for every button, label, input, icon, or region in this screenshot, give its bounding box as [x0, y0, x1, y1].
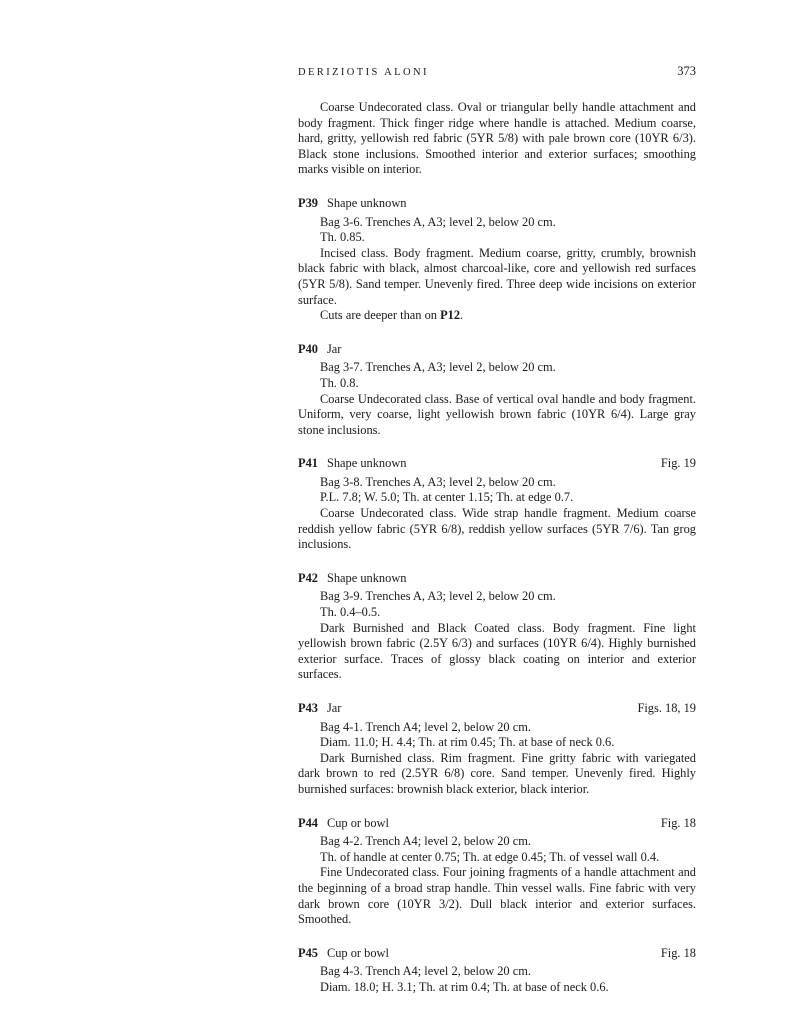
- entry-bag: Bag 3-6. Trenches A, A3; level 2, below 20 cm.: [320, 214, 556, 229]
- running-title: DERIZIOTIS ALONI: [298, 67, 429, 78]
- catalog-entry: [298, 196, 696, 324]
- entry-dimensions: Th. 0.4–0.5.: [320, 605, 381, 620]
- entry-dimensions: Th. of handle at center 0.75; Th. at edge 0.45; Th. of vessel wall 0.4.: [320, 849, 660, 864]
- entry-id: P45: [298, 945, 318, 960]
- catalog-entry: [298, 571, 696, 683]
- entry-description: Coarse Undecorated class. Wide strap handle fragment. Medium coarse reddish yellow fabric (5YR 6/8), reddish yellow surfaces (5YR 7/6). Tan grog inclusions.: [298, 506, 696, 552]
- entry-id: P41: [298, 456, 318, 471]
- entry-dimensions: Th. 0.85.: [320, 230, 365, 245]
- entry-heading: [298, 816, 696, 832]
- entry-id: P43: [298, 701, 318, 715]
- entry-dimensions: P.L. 7.8; W. 5.0; Th. at center 1.15; Th. at edge 0.7.: [320, 490, 574, 505]
- entry-bag: Bag 4-3. Trench A4; level 2, below 20 cm.: [320, 964, 531, 979]
- running-head: [298, 64, 696, 84]
- intro-paragraph: Coarse Undecorated class. Oval or triangular belly handle attachment and body fragment. Thick finger ridge where handle is attached. Medium coarse, hard, gritty, yellowish red fabric (5YR 5/8) with pale brown core (10YR 6/3). Black stone inclusions. Smoothed interior and exterior surfaces; smoothing marks visible on interior.: [298, 100, 696, 177]
- entry-heading: [298, 456, 696, 472]
- entry-description: Dark Burnished class. Rim fragment. Fine gritty fabric with variegated dark brown to red (2.5YR 6/8) core. Sand temper. Unevenly fired. Highly burnished surfaces: brownish black exterior, black interior.: [298, 750, 696, 796]
- entry-bag: Bag 3-8. Trenches A, A3; level 2, below 20 cm.: [320, 474, 556, 489]
- entry-shape: Jar: [326, 701, 342, 715]
- entry-description: Fine Undecorated class. Four joining fragments of a handle attachment and the beginning of a broad strap handle. Thin vessel walls. Fine fabric with very dark brown core (10YR 3/2). Dull black interior and exterior surfaces. Smoothed.: [298, 865, 696, 927]
- entry-cross-reference: P12: [440, 308, 461, 323]
- entry-shape: Jar: [326, 341, 342, 356]
- figure-reference: Fig. 18: [660, 815, 696, 830]
- entry-shape: Cup or bowl: [326, 815, 389, 830]
- figure-reference: Figs. 18, 19: [637, 701, 696, 715]
- catalog-entry: [298, 946, 696, 996]
- entry-shape: Shape unknown: [326, 195, 407, 210]
- entry-bag: Bag 4-1. Trench A4; level 2, below 20 cm.: [320, 719, 531, 734]
- entry-bag: Bag 4-2. Trench A4; level 2, below 20 cm.: [320, 834, 531, 849]
- entry-bag: Bag 3-9. Trenches A, A3; level 2, below 20 cm.: [320, 589, 556, 604]
- page-number: 373: [677, 64, 696, 78]
- entry-description: Coarse Undecorated class. Base of vertical oval handle and body fragment. Uniform, very coarse, light yellowish brown fabric (10YR 6/4). Large gray stone inclusions.: [298, 391, 696, 437]
- entry-note: [298, 308, 696, 324]
- entry-dimensions: Th. 0.8.: [320, 375, 359, 390]
- entry-id: P40: [298, 341, 318, 356]
- entry-description: Incised class. Body fragment. Medium coarse, gritty, crumbly, brownish black fabric with black, almost charcoal-like, core and yellowish red surfaces (5YR 5/8). Sand temper. Unevenly fired. Three deep wide incisions on exterior surface.: [298, 245, 696, 307]
- entry-shape: Cup or bowl: [326, 945, 389, 960]
- entry-heading: [298, 946, 696, 962]
- entry-heading: [298, 571, 696, 587]
- figure-reference: Fig. 19: [660, 456, 696, 471]
- entry-heading: [298, 196, 696, 212]
- catalog-entry: [298, 816, 696, 928]
- catalog-entry: [298, 701, 696, 798]
- entry-dimensions: Diam. 18.0; H. 3.1; Th. at rim 0.4; Th. at base of neck 0.6.: [320, 979, 609, 994]
- page-body: [298, 64, 696, 996]
- entry-heading: [298, 701, 696, 717]
- figure-reference: Fig. 18: [660, 945, 696, 960]
- entry-note-end: .: [460, 308, 464, 323]
- entry-id: P44: [298, 815, 318, 830]
- entry-id: P42: [298, 570, 318, 585]
- entry-dimensions: Diam. 11.0; H. 4.4; Th. at rim 0.45; Th. at base of neck 0.6.: [320, 735, 615, 750]
- entry-description: Dark Burnished and Black Coated class. Body fragment. Fine light yellowish brown fabric (2.5Y 6/3) and surfaces (10YR 6/4). Highly burnished exterior surface. Traces of glossy black coating on interior and exterior surfaces.: [298, 620, 696, 682]
- catalog-entry: [298, 342, 696, 439]
- entry-note-text: Cuts are deeper than on: [320, 308, 441, 323]
- entry-id: P39: [298, 195, 318, 210]
- entry-shape: Shape unknown: [326, 570, 407, 585]
- entry-bag: Bag 3-7. Trenches A, A3; level 2, below 20 cm.: [320, 360, 556, 375]
- catalog-entry: [298, 456, 696, 553]
- entry-shape: Shape unknown: [326, 456, 407, 471]
- entry-heading: [298, 342, 696, 358]
